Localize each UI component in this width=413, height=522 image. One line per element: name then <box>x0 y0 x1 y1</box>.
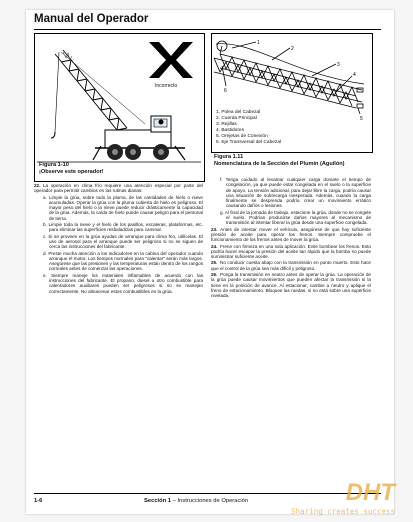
figure-crane-illustration <box>34 33 205 182</box>
right-text-column <box>211 177 371 300</box>
item-text: Ponga la transmisión en neutro antes de operar la grúa. La operación de la grúa puede causar movimientos que pueden afectar la transmisión si la tiene en la posición de avance. Al estacionar, cambie a neutro y aplique el freno de estacionamiento. Bloquee las ruedas, si no está sobre una superficie nivelada. <box>211 272 371 299</box>
section-dash: – <box>171 498 178 504</box>
figure2-number: Figura 1.11 <box>214 154 244 160</box>
watermark-logo: DHT <box>345 479 395 506</box>
callout-1: 1 <box>257 40 260 46</box>
figure1-caption-text: ¡Observe este operador! <box>39 168 104 175</box>
item-22e: e. Siempre maneje los materiales inflamables de acuerdo con las instrucciones del fabricante. El propano, diesel u otro combustible para calentadores auxiliares pueden ser peligrosos si no se manejan correctamente. No almacenar estos combustibles en la grúa. <box>43 272 203 294</box>
page-title: Manual del Operador <box>34 13 149 25</box>
item-number: 23. <box>211 226 218 232</box>
item-22 <box>34 183 203 194</box>
page-number: 1-6 <box>34 498 43 504</box>
item-22f: f. Tenga cuidado al levantar cualquier carga durante el tiempo de congelación, ya que puede estar congelada en el suelo o la superficie de apoyo. La tensión adicional, para dejar libre la carga, podría causar una situación de sobrecarga inesperada. Además, cuando la carga finalmente se desprenda podría crear un movimiento errático causando daños o lesiones. <box>220 177 371 209</box>
legend-item: 3. Rejillas <box>216 122 237 127</box>
watermark <box>291 479 395 516</box>
figure-boom-section <box>211 33 373 153</box>
item-number: 25. <box>211 260 218 266</box>
incorrect-label: Incorrecto <box>155 83 178 89</box>
figure2-legend <box>216 110 281 146</box>
left-text-column <box>34 183 203 295</box>
header-rule <box>34 29 381 30</box>
item-number: 26. <box>211 272 218 278</box>
item-22b: b. Limpie toda la nieve y el hielo de los pasillos, escaleras, plataformas, etc. para eliminar las superficies resbaladizas para caminar. <box>43 222 203 233</box>
operator-figure <box>159 120 164 125</box>
legend-item: 6. Eje Transversal del Cabezal <box>216 140 282 145</box>
figure2-caption-text: Nomenclatura de la Sección del Plumín (Aguilón) <box>214 160 345 167</box>
callout-5: 5 <box>360 116 363 122</box>
figure2-caption <box>214 154 345 167</box>
figure1-number: Figura 1-10 <box>39 162 69 168</box>
item-text: Antes de intentar mover el vehículo, asegúrese de que hay suficiente presión de aceite para operar los frenos. Siempre compruebe el funcionamiento de los frenos antes de mover la grúa. <box>211 226 371 243</box>
item-23 <box>211 227 371 243</box>
legend-item: 4. Bastidores <box>216 128 244 133</box>
item-text: La operación en clima frío requiere una atención especial por parte del operador para permitir cambios en las rutinas diarias: <box>34 183 203 194</box>
item-24 <box>211 244 371 260</box>
callout-6: 6 <box>224 88 227 94</box>
watermark-slogan: Sharing creates success <box>291 507 395 516</box>
legend-item: 1. Polea del Cabezal <box>216 110 261 115</box>
item-26 <box>211 272 371 298</box>
item-text: Frene con firmeza en una sola aplicación. Evite bombear los frenos. Esto podría hacer escapar la presión del aceite tan rápido que la bomba no puede suministrar suficiente aceite. <box>211 243 371 260</box>
item-text: No conducir cuesta abajo con la transmisión en punto muerto. Esto hace que el control de la grúa sea más difícil y peligroso. <box>211 260 371 271</box>
callout-2: 2 <box>291 46 294 52</box>
item-22c: c. Si se proveen en la grúa ayudas de arranque para clima frío, utilícelas. El uso de aerosol para el arranque puede ser peligroso si no se siguen de cerca las instrucciones del fabricante. <box>43 233 203 250</box>
item-25 <box>211 260 371 271</box>
section-title: Instrucciones de Operación <box>177 498 249 504</box>
crane-drawing <box>35 34 204 181</box>
figure1-caption <box>39 162 104 175</box>
section-number: Sección 1 <box>144 498 172 504</box>
item-22d: d. Preste mucha atención a los indicadores en la cabina del operador cuando arranque el motor. Los tiempos normales para "calentar" serán más largos. Asegúrese que las presiones y las temperaturas están dentro de los rangos normales antes de comenzar las operaciones. <box>43 250 203 272</box>
callout-4: 4 <box>353 72 356 78</box>
incorrect-x-icon <box>149 42 193 78</box>
section-label <box>144 498 248 504</box>
callout-3: 3 <box>337 62 340 68</box>
item-22g: g. Al final de la jornada de trabajo, estacione la grúa, donde no se congele el suelo. Podrían producirse daños mayores al mecanismo de transmisión al intentar liberar la grúa desde una superficie congelada. <box>220 209 371 226</box>
legend-item: 5. Orejetas de Conexión <box>216 134 268 139</box>
item-number: 24. <box>211 243 218 249</box>
item-22a: a. Limpie la grúa, sobre todo la pluma, de las cantidades de hielo o nieve acumuladas. Operar la grúa con la pluma cubierta de hielo es peligroso. El mayor peso del hielo o la nieve puede reducir drásticamente la capacidad de la grúa. Además, la caída de hielo puede causar peligro para el personal de tierra. <box>43 194 203 221</box>
legend-item: 2. Cuerda Principal <box>216 116 257 121</box>
item-number: 22. <box>34 183 41 188</box>
